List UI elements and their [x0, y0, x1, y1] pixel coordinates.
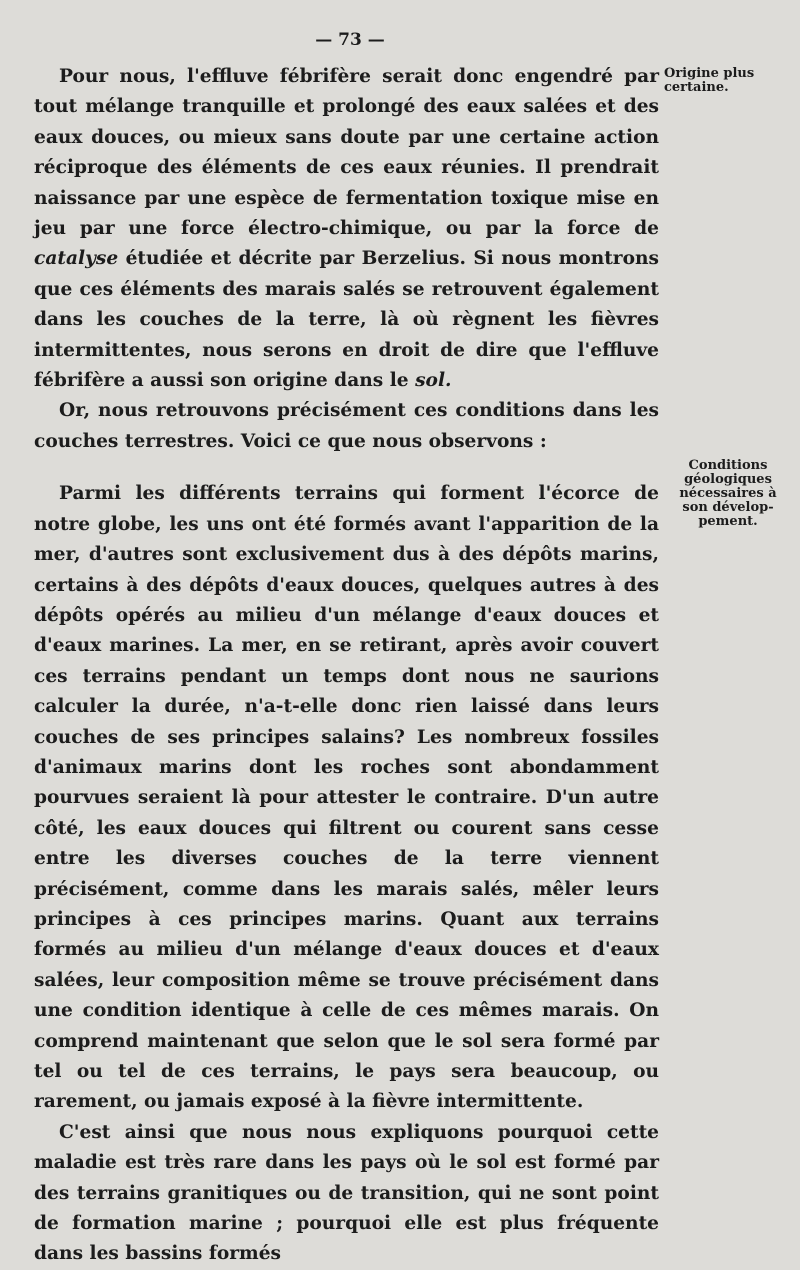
margin-note-conditions	[664, 459, 792, 529]
paragraph-1-text-a: Pour nous, l'effluve fébrifère serait donc engendré par tout mélange tranquille et prolongé des eaux salées et des eaux douces, ou mieux sans doute par une certaine action réciproque des éléments de ces eaux réunies. Il prendrait naissance par une espèce de fermentation toxique mise en jeu par une force électro-chimique, ou par la force de	[34, 66, 659, 240]
paragraph-3: Parmi les différents terrains qui forment l'écorce de notre globe, les uns ont été formés avant l'apparition de la mer, d'autres sont exclusivement dus à des dépôts marins, certains à des dépôts d'eaux douces, quelques autres à des dépôts opérés au milieu d'un mélange d'eaux douces et d'eaux marines. La mer, en se retirant, après avoir couvert ces terrains pendant un temps dont nous ne saurions calculer la durée, n'a-t-elle donc rien laissé dans leurs couches de ses principes salains? Les nombreux fossiles d'animaux marins dont les roches sont abondamment pourvues seraient là pour attester le contraire. D'un autre côté, les eaux douces qui filtrent ou courent sans cesse entre les diverses couches de la terre viennent précisément, comme dans les marais salés, mêler leurs principes à ces principes marins. Quant aux terrains formés au milieu d'un mélange d'eaux douces et d'eaux salées, leur composition même se trouve précisément dans une condition identique à celle de ces mêmes marais. On comprend maintenant que selon que le sol sera formé par tel ou tel de ces terrains, le pays sera beaucoup, ou rarement, ou jamais exposé à la fièvre intermittente.	[34, 483, 659, 1113]
paragraph-1-text-b: étudiée et décrite par Berzelius. Si nous montrons que ces éléments des marais salés se retrouvent également dans les couches de la terre, là où règnent les fièvres intermittentes, nous serons en droit de dire que l'effluve fébrifère a aussi son origine dans le	[34, 248, 659, 392]
margin-note-conditions-line-4: son dévelop-	[682, 500, 774, 515]
body-text	[34, 62, 659, 1270]
paragraph-1	[34, 62, 659, 396]
margin-note-conditions-line-3: nécessaires à	[679, 486, 777, 501]
paragraph-1-emphasis-sol: sol.	[415, 370, 452, 392]
page-number: — 73 —	[315, 30, 385, 50]
margin-note-conditions-line-2: géologiques	[684, 472, 772, 487]
margin-note-origine-line-1: Origine plus	[664, 66, 755, 81]
paragraph-1-emphasis-catalyse: catalyse	[34, 248, 119, 270]
margin-note-conditions-line-1: Conditions	[688, 458, 768, 473]
margin-note-origine-line-2: certaine.	[664, 80, 729, 95]
margin-note-conditions-line-5: pement.	[698, 514, 758, 529]
margin-note-origine	[664, 67, 792, 95]
paragraph-4: C'est ainsi que nous nous expliquons pourquoi cette maladie est très rare dans les pays où le sol est formé par des terrains granitiques ou de transition, qui ne sont point de formation marine ; pourquoi elle est plus fréquente dans les bassins formés	[34, 1121, 659, 1265]
paragraph-2: Or, nous retrouvons précisément ces conditions dans les couches terrestres. Voici ce que nous observons :	[34, 400, 659, 452]
